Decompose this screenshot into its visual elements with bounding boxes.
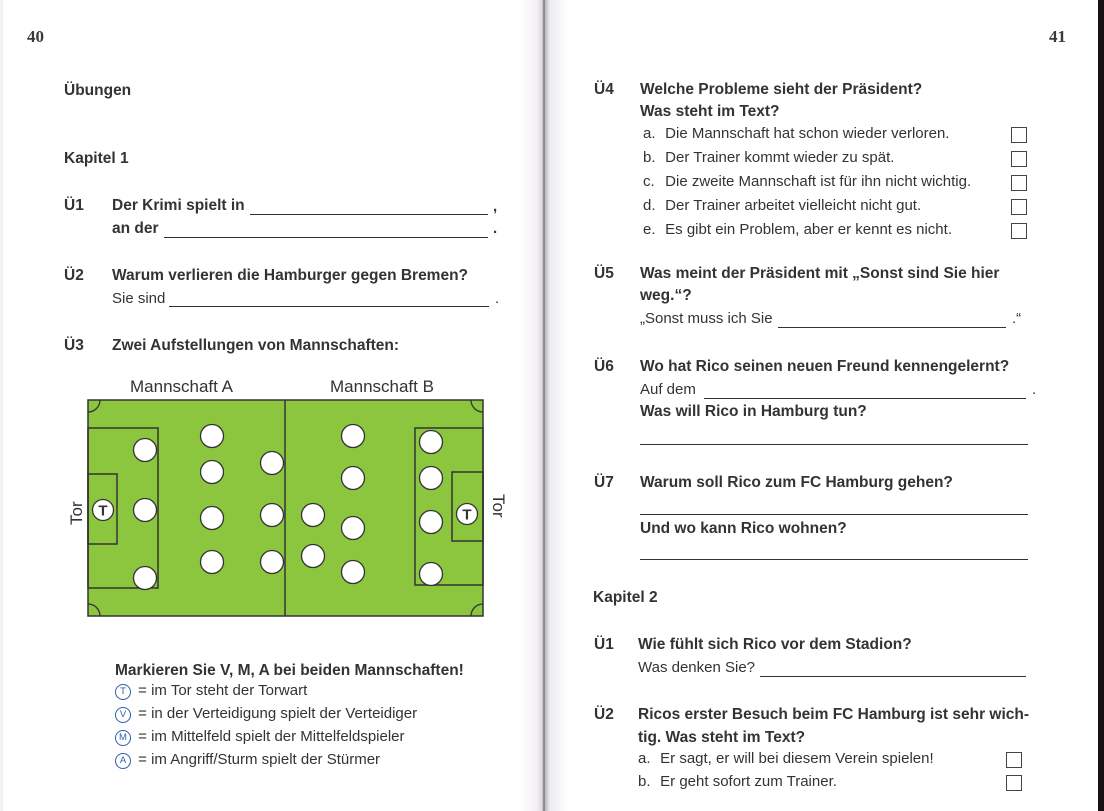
answer-line[interactable] <box>169 306 489 307</box>
option-item <box>643 197 921 214</box>
exercise-question: Welche Probleme sieht der Präsident? <box>640 81 923 98</box>
option-text: Er geht sofort zum Trainer. <box>656 773 837 790</box>
player-marker-team-a[interactable] <box>201 507 224 530</box>
option-text: Der Trainer arbeitet vielleicht nicht gut. <box>661 197 922 214</box>
exercise-number: Ü4 <box>594 81 614 98</box>
exercise-number: Ü2 <box>64 267 84 284</box>
player-marker-team-b[interactable] <box>342 561 365 584</box>
answer-prefix: Auf dem <box>640 381 696 398</box>
circled-letter-icon: V <box>115 707 131 723</box>
player-marker-team-a[interactable] <box>134 439 157 462</box>
exercise-question: tig. Was steht im Text? <box>638 729 806 746</box>
answer-line[interactable] <box>640 559 1028 560</box>
exercise-prompt: Der Krimi spielt in <box>112 197 245 214</box>
player-marker-team-b[interactable] <box>420 467 443 490</box>
instructions-title: Markieren Sie V, M, A bei beiden Mannschaften! <box>115 662 464 679</box>
exercise-prompt: an der <box>112 220 159 237</box>
player-marker-team-a[interactable] <box>261 551 284 574</box>
exercise-question: Zwei Aufstellungen von Mannschaften: <box>112 337 400 354</box>
punctuation: . <box>495 290 500 307</box>
answer-line[interactable] <box>164 237 488 238</box>
option-letter: c. <box>643 173 655 190</box>
option-item <box>643 125 949 142</box>
option-letter: a. <box>638 750 651 767</box>
answer-line[interactable] <box>250 214 488 215</box>
goalkeeper-label: T <box>98 502 108 520</box>
answer-line[interactable] <box>704 398 1026 399</box>
player-marker-team-b[interactable] <box>342 517 365 540</box>
page-edge-dark <box>1098 0 1104 811</box>
legend-text: = im Angriff/Sturm spielt der Stürmer <box>134 751 381 768</box>
section-title: Übungen <box>64 82 132 99</box>
option-item <box>643 149 894 166</box>
exercise-number: Ü6 <box>594 358 614 375</box>
page-edge <box>0 0 3 811</box>
option-letter: b. <box>643 149 656 166</box>
exercise-question: Was steht im Text? <box>640 103 780 120</box>
answer-checkbox[interactable] <box>1011 199 1027 215</box>
option-text: Die Mannschaft hat schon wieder verloren. <box>661 125 950 142</box>
option-item <box>643 173 971 190</box>
option-text: Der Trainer kommt wieder zu spät. <box>661 149 895 166</box>
answer-line[interactable] <box>640 444 1028 445</box>
legend-item <box>115 682 307 700</box>
answer-line[interactable] <box>778 327 1006 328</box>
answer-checkbox[interactable] <box>1006 775 1022 791</box>
player-marker-team-a[interactable] <box>134 499 157 522</box>
answer-prefix: Sie sind <box>112 290 166 307</box>
player-marker-team-a[interactable] <box>201 551 224 574</box>
option-item <box>643 221 952 238</box>
right-page <box>546 0 1104 811</box>
punctuation: .“ <box>1012 310 1022 327</box>
player-marker-team-b[interactable] <box>302 545 325 568</box>
punctuation: , <box>493 198 498 215</box>
player-marker-team-b[interactable] <box>342 425 365 448</box>
exercise-question: Wie fühlt sich Rico vor dem Stadion? <box>638 636 912 653</box>
player-marker-team-b[interactable] <box>420 431 443 454</box>
answer-checkbox[interactable] <box>1011 151 1027 167</box>
option-text: Er sagt, er will bei diesem Verein spielen! <box>656 750 934 767</box>
exercise-question: Warum soll Rico zum FC Hamburg gehen? <box>640 474 953 491</box>
player-marker-team-b[interactable] <box>302 504 325 527</box>
exercise-number: Ü1 <box>594 636 614 653</box>
option-letter: e. <box>643 221 656 238</box>
goal-label-right: Tor <box>489 494 508 518</box>
chapter-title-2: Kapitel 2 <box>593 589 658 606</box>
option-text: Die zweite Mannschaft ist für ihn nicht wichtig. <box>661 173 972 190</box>
exercise-question: Wo hat Rico seinen neuen Freund kennengelernt? <box>640 358 1010 375</box>
answer-prefix: Was denken Sie? <box>638 659 756 676</box>
answer-checkbox[interactable] <box>1006 752 1022 768</box>
legend-text: = im Mittelfeld spielt der Mittelfeldspieler <box>134 728 405 745</box>
option-item <box>638 773 837 790</box>
team-b-label: Mannschaft B <box>330 377 434 396</box>
exercise-number: Ü5 <box>594 265 614 282</box>
answer-checkbox[interactable] <box>1011 223 1027 239</box>
answer-checkbox[interactable] <box>1011 127 1027 143</box>
circled-letter-icon: A <box>115 753 131 769</box>
player-marker-team-a[interactable] <box>261 452 284 475</box>
exercise-number: Ü3 <box>64 337 84 354</box>
goalkeeper-label: T <box>462 506 472 524</box>
exercise-question: Warum verlieren die Hamburger gegen Bremen? <box>112 267 469 284</box>
exercise-question: Ricos erster Besuch beim FC Hamburg ist sehr wich- <box>638 706 1030 723</box>
legend-item <box>115 751 380 769</box>
punctuation: . <box>1032 381 1037 398</box>
page-number-left: 40 <box>27 27 44 46</box>
legend-item <box>115 705 417 723</box>
exercise-number: Ü1 <box>64 197 84 214</box>
exercise-question: weg.“? <box>640 287 692 304</box>
exercise-question: Was meint der Präsident mit „Sonst sind Sie hier <box>640 265 1000 282</box>
exercise-number: Ü2 <box>594 706 614 723</box>
answer-checkbox[interactable] <box>1011 175 1027 191</box>
player-marker-team-a[interactable] <box>134 567 157 590</box>
player-marker-team-b[interactable] <box>342 467 365 490</box>
team-a-label: Mannschaft A <box>130 377 234 396</box>
exercise-number: Ü7 <box>594 474 614 491</box>
player-marker-team-b[interactable] <box>420 511 443 534</box>
exercise-question: Was will Rico in Hamburg tun? <box>640 403 867 420</box>
soccer-field-diagram <box>55 398 508 620</box>
legend-text: = in der Verteidigung spielt der Verteidiger <box>134 705 418 722</box>
circled-letter-icon: M <box>115 730 131 746</box>
option-letter: d. <box>643 197 656 214</box>
player-marker-team-b[interactable] <box>420 563 443 586</box>
goal-label-left: Tor <box>67 501 86 525</box>
player-marker-team-a[interactable] <box>201 461 224 484</box>
player-marker-team-a[interactable] <box>201 425 224 448</box>
legend-item <box>115 728 405 746</box>
legend-text: = im Tor steht der Torwart <box>134 682 308 699</box>
answer-prefix: „Sonst muss ich Sie <box>640 310 773 327</box>
punctuation: . <box>493 220 498 237</box>
page-number-right: 41 <box>1049 27 1066 46</box>
circled-letter-icon: T <box>115 684 131 700</box>
chapter-title-1: Kapitel 1 <box>64 150 129 167</box>
option-item <box>638 750 934 767</box>
exercise-question: Und wo kann Rico wohnen? <box>640 520 847 537</box>
option-letter: a. <box>643 125 656 142</box>
answer-line[interactable] <box>760 676 1026 677</box>
player-marker-team-a[interactable] <box>261 504 284 527</box>
option-letter: b. <box>638 773 651 790</box>
answer-line[interactable] <box>640 514 1028 515</box>
left-page <box>0 0 546 811</box>
option-text: Es gibt ein Problem, aber er kennt es nicht. <box>661 221 952 238</box>
